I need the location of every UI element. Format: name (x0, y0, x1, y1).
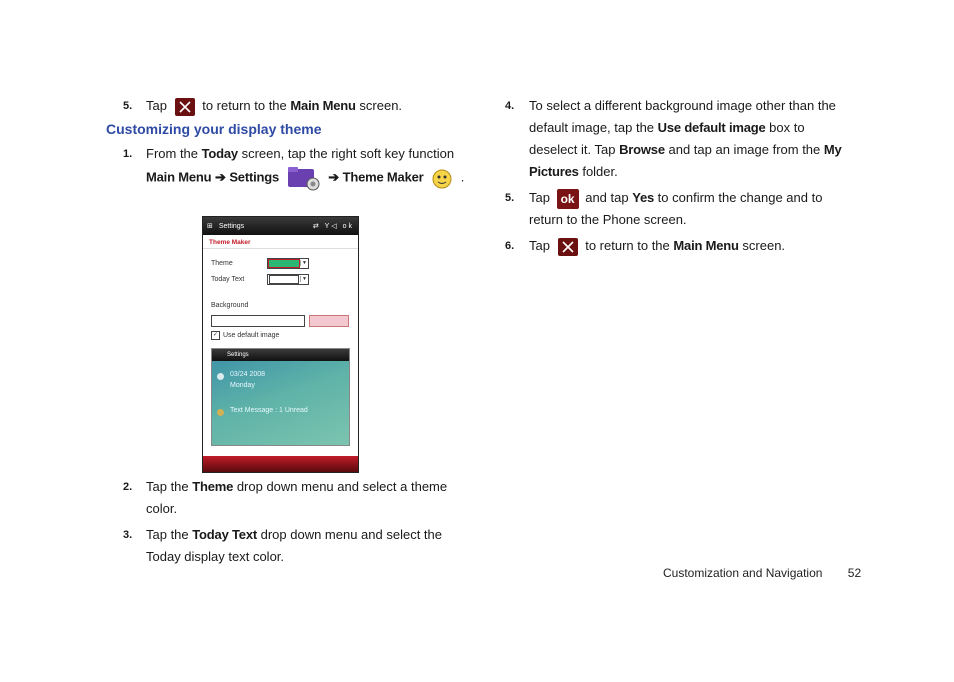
step-text: To select a different background image other than the default image, tap the (529, 98, 836, 135)
section-heading: Customizing your display theme (106, 121, 322, 137)
ok-icon: ok (557, 189, 579, 209)
step-number: 4. (505, 100, 515, 112)
step-text: folder. (582, 164, 618, 179)
step-text: From the (146, 146, 199, 161)
step-number: 3. (123, 529, 133, 541)
step-1 (106, 143, 466, 191)
message-icon (217, 409, 224, 416)
step-text: box to deselect it. Tap (529, 120, 805, 157)
windows-logo-icon: ⊞ (207, 223, 213, 230)
use-default-row (203, 329, 358, 342)
step-text: screen. (359, 98, 403, 113)
step-text: to return to the (585, 238, 670, 253)
preview-title: Settings (227, 352, 249, 358)
step-6 (505, 235, 845, 257)
step-number: 1. (123, 148, 133, 160)
preview-message: Text Message : 1 Unread (230, 407, 308, 414)
main-menu-term: Main Menu (146, 169, 212, 185)
preview-title-bar (212, 349, 349, 361)
browse-button[interactable] (309, 315, 349, 327)
settings-folder-icon (287, 165, 321, 191)
step-text: and tap an image from the (668, 142, 821, 157)
main-menu-term: Main Menu (290, 98, 356, 113)
use-default-term: Use default image (657, 120, 766, 135)
today-text-label: Today Text (211, 275, 245, 283)
step-text: screen. (742, 238, 786, 253)
right-column (505, 95, 845, 261)
today-text-term: Today Text (192, 527, 257, 542)
arrow-icon: ➔ (215, 169, 226, 185)
close-x-icon (175, 98, 195, 116)
theme-dropdown[interactable] (267, 258, 309, 269)
footer-section: Customization and Navigation (663, 566, 823, 580)
theme-maker-icon (431, 167, 453, 189)
my-pictures-term: My Pictures (529, 142, 842, 179)
main-menu-term: Main Menu (673, 238, 739, 253)
clock-icon (217, 373, 224, 380)
step-number: 5. (505, 192, 515, 204)
step-text: to return to the (202, 98, 287, 113)
step-text: drop down menu and select a theme color. (146, 479, 448, 516)
step-text: Tap (529, 190, 550, 205)
phone-screenshot (202, 216, 359, 473)
step-3 (106, 524, 466, 568)
phone-title: Settings (218, 222, 245, 230)
step-text: to confirm the change and to return to the Phone screen. (529, 190, 823, 227)
step-text: drop down menu and select the Today display text color. (146, 527, 443, 564)
left-column (106, 95, 466, 195)
chevron-down-icon: ▼ (300, 260, 308, 266)
step-number: 5. (123, 100, 133, 112)
step-text: Tap (146, 98, 167, 113)
today-term: Today (201, 146, 238, 161)
today-preview (211, 348, 350, 446)
step-text: screen, tap the right soft key function (241, 146, 455, 161)
page-footer (663, 566, 861, 580)
soft-key-bar (203, 456, 358, 472)
step-5-left (106, 95, 466, 117)
step-text: Tap (529, 238, 550, 253)
left-column-lower (106, 476, 466, 572)
preview-date: 03/24 2008 (230, 371, 266, 378)
use-default-checkbox[interactable]: ✓ (212, 332, 219, 338)
background-label: Background (211, 301, 249, 309)
step-4 (505, 95, 845, 183)
page-number: 52 (847, 566, 862, 580)
yes-term: Yes (632, 190, 655, 205)
theme-row (203, 255, 358, 271)
theme-maker-title: Theme Maker (203, 235, 358, 249)
today-text-dropdown[interactable] (267, 274, 309, 285)
step-text: Tap the (146, 479, 189, 494)
background-input-row (203, 313, 358, 329)
step-5-right (505, 187, 845, 231)
theme-maker-term: Theme Maker (342, 169, 424, 185)
preview-day: Monday (230, 382, 255, 389)
chevron-down-icon: ▼ (300, 276, 308, 282)
use-default-label: Use default image (223, 332, 280, 339)
background-row (203, 297, 358, 313)
theme-label: Theme (211, 259, 233, 267)
theme-term: Theme (192, 479, 234, 494)
background-path-input[interactable] (211, 315, 305, 327)
step-number: 2. (123, 481, 133, 493)
today-text-row (203, 271, 358, 287)
close-x-icon (558, 238, 578, 256)
settings-term: Settings (229, 169, 280, 185)
arrow-icon: ➔ (328, 169, 339, 185)
step-text: and tap (585, 190, 629, 205)
step-number: 6. (505, 240, 515, 252)
phone-status-icons: ⇄ Y◁ ok (312, 223, 354, 230)
browse-term: Browse (619, 142, 665, 157)
phone-title-bar (203, 217, 358, 235)
step-text: Tap the (146, 527, 189, 542)
step-text: . (460, 169, 465, 185)
step-2 (106, 476, 466, 520)
